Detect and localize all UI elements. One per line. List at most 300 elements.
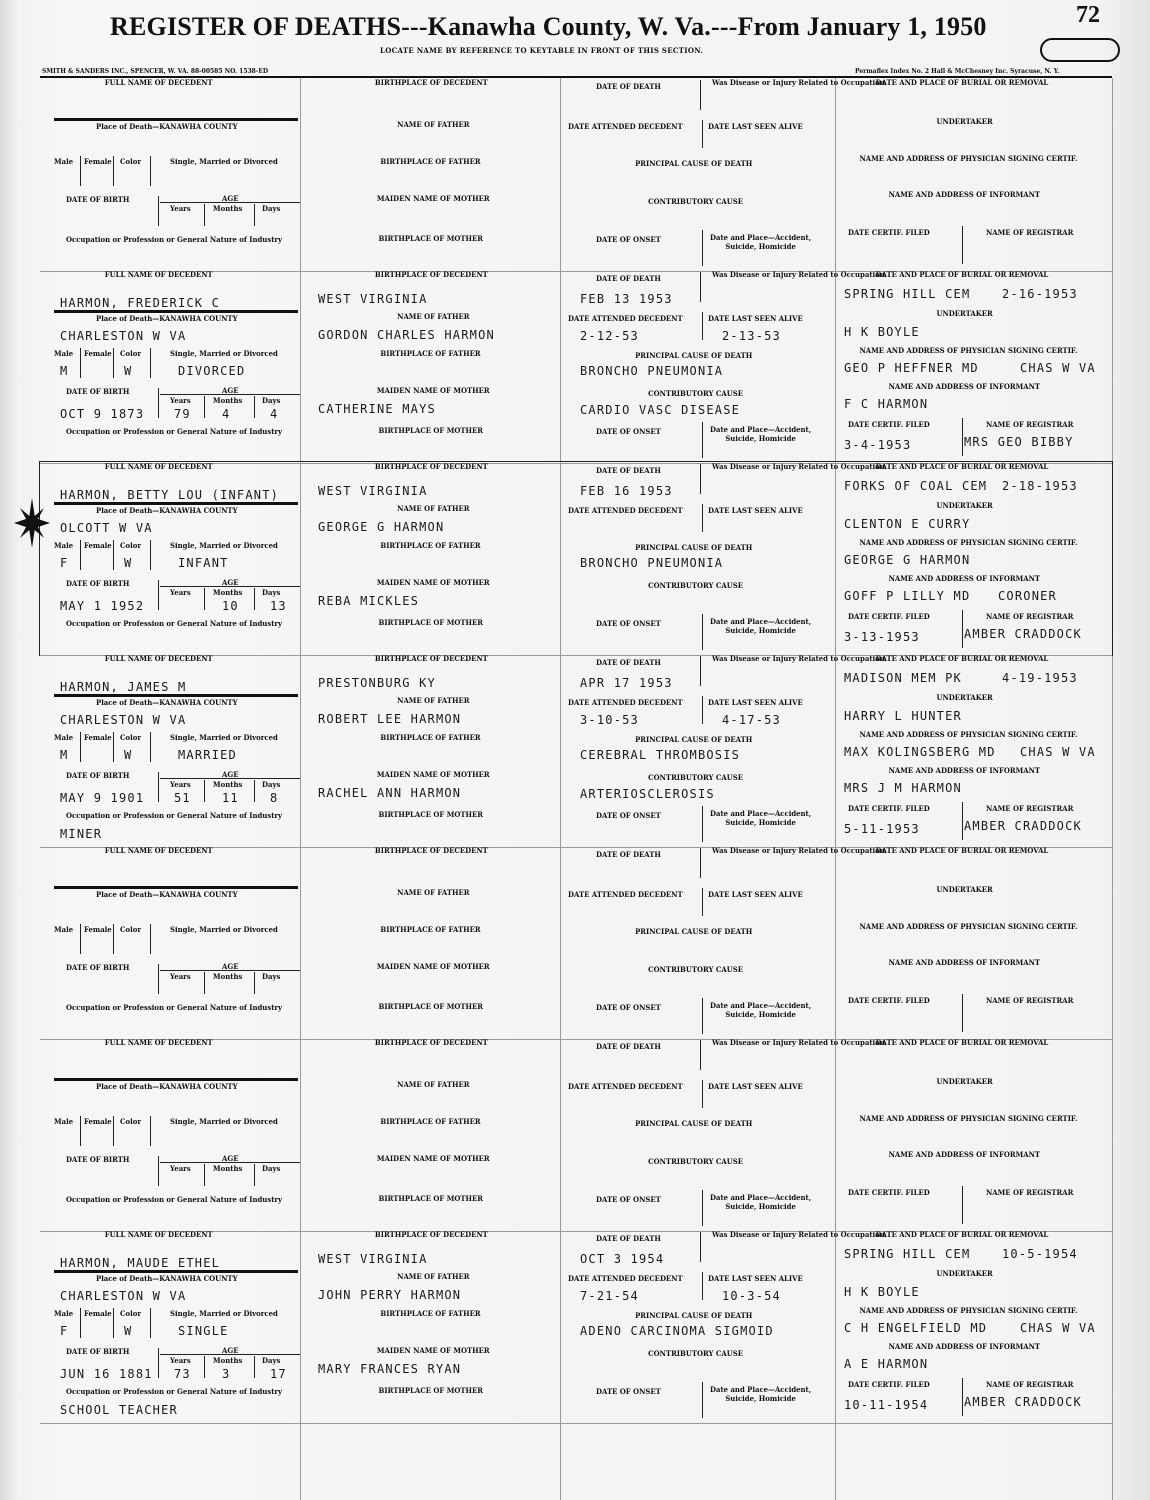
physician-label: NAME AND ADDRESS OF PHYSICIAN SIGNING CERTIF. [859,1114,1078,1123]
undertaker: H K BOYLE [844,325,920,339]
years-label: Years [170,588,191,597]
decedent-name: HARMON, BETTY LOU (INFANT) [60,488,280,502]
divider [962,1186,963,1224]
father-name: GORDON CHARLES HARMON [318,328,495,342]
principal-cause: BRONCHO PNEUMONIA [580,364,724,378]
informant-label: NAME AND ADDRESS OF INFORMANT [888,1150,1041,1159]
informant: GOFF P LILLY MD [844,589,971,603]
divider [150,540,151,570]
undertaker-label: UNDERTAKER [936,885,993,894]
days-label: Days [262,396,281,405]
date-attended-label: DATE ATTENDED DECEDENT [568,698,683,707]
date-attended-label: DATE ATTENDED DECEDENT [568,122,683,131]
date-last-seen: 2-13-53 [722,329,781,343]
divider [702,230,703,266]
accident-question-label: Date and Place—Accident, Suicide, Homicide [710,425,812,443]
registrar: AMBER CRADDOCK [964,819,1082,833]
mother-birthplace-label: BIRTHPLACE OF MOTHER [378,810,484,819]
age-rule [160,970,300,971]
divider [254,1164,255,1186]
burial-date: 2-16-1953 [1002,287,1078,301]
accident-question-label: Date and Place—Accident, Suicide, Homicide [710,617,812,635]
informant: MRS J M HARMON [844,781,962,795]
publisher-note: Permaflex Index No. 2 Hall & McChesney Inc. Syracuse, N. Y. [855,68,1060,75]
divider [204,588,205,610]
contributory-cause-label: CONTRIBUTORY CAUSE [648,1349,743,1358]
divider [113,924,114,954]
principal-cause-label: PRINCIPAL CAUSE OF DEATH [635,1311,753,1320]
name-underline [54,310,298,313]
page-number: 72 [1076,2,1100,28]
color: W [124,1324,133,1338]
years-label: Years [170,972,191,981]
years-label: Years [170,204,191,213]
certif-filed-label: DATE CERTIF. FILED [848,804,930,813]
divider [254,780,255,802]
father-name-label: NAME OF FATHER [397,504,470,513]
divider [80,924,81,954]
full-name-label: FULL NAME OF DECEDENT [104,846,213,855]
date-of-birth: MAY 9 1901 [60,791,145,805]
name-underline [54,502,298,505]
place-of-death: OLCOTT W VA [60,521,153,535]
divider [254,588,255,610]
certif-filed-label: DATE CERTIF. FILED [848,420,930,429]
undertaker-label: UNDERTAKER [936,309,993,318]
physician-label: NAME AND ADDRESS OF PHYSICIAN SIGNING CERTIF. [859,730,1078,739]
date-attended: 7-21-54 [580,1289,639,1303]
divider [702,1272,703,1300]
divider [702,312,703,340]
divider [702,888,703,916]
divider [113,1116,114,1146]
age-rule [160,202,300,203]
physician: GEO P HEFFNER MD [844,361,979,375]
age-label: AGE [222,1346,239,1355]
divider [204,1356,205,1378]
date-of-birth-label: DATE OF BIRTH [66,771,130,780]
divider [204,396,205,418]
father-name-label: NAME OF FATHER [397,696,470,705]
divider [150,156,151,186]
principal-cause-label: PRINCIPAL CAUSE OF DEATH [635,159,753,168]
color: W [124,748,133,762]
age-years: 79 [174,407,191,421]
divider [204,204,205,226]
divider [962,226,963,264]
burial-label: DATE AND PLACE OF BURIAL OR REMOVAL [875,846,1049,855]
color-label: Color [120,1309,141,1318]
informant-label: NAME AND ADDRESS OF INFORMANT [888,766,1041,775]
date-of-onset-label: DATE OF ONSET [596,619,661,628]
marital-label: Single, Married or Divorced [170,541,278,550]
father-name-label: NAME OF FATHER [397,120,470,129]
months-label: Months [213,1164,243,1173]
date-last-seen-label: DATE LAST SEEN ALIVE [708,314,803,323]
certif-filed-label: DATE CERTIF. FILED [848,1380,930,1389]
occupational-question-label: Was Disease or Injury Related to Occupation [712,846,885,855]
sex: M [60,364,69,378]
page-title: REGISTER OF DEATHS---Kanawha County, W. Va.---From January 1, 1950 [110,12,987,41]
undertaker-label: UNDERTAKER [936,501,993,510]
days-label: Days [262,1356,281,1365]
date-attended-label: DATE ATTENDED DECEDENT [568,1082,683,1091]
death-record [40,270,1112,463]
registrar-label: NAME OF REGISTRAR [986,1188,1074,1197]
mother-birthplace-label: BIRTHPLACE OF MOTHER [378,1386,484,1395]
age-months: 3 [222,1367,231,1381]
divider [113,1308,114,1338]
mother-birthplace-label: BIRTHPLACE OF MOTHER [378,426,484,435]
date-of-death-label: DATE OF DEATH [596,466,661,475]
place-of-death-label: Place of Death—KANAWHA COUNTY [96,506,238,515]
name-underline [54,1078,298,1081]
place-of-death: CHARLESTON W VA [60,329,187,343]
divider [158,388,159,418]
divider [702,806,703,842]
occupation-label: Occupation or Profession or General Nature of Industry [66,1195,283,1204]
informant: F C HARMON [844,397,929,411]
date-attended: 3-10-53 [580,713,639,727]
registrar-label: NAME OF REGISTRAR [986,804,1074,813]
date-last-seen-label: DATE LAST SEEN ALIVE [708,506,803,515]
contributory-cause-label: CONTRIBUTORY CAUSE [648,773,743,782]
divider [700,464,701,494]
date-attended-label: DATE ATTENDED DECEDENT [568,890,683,899]
divider [150,924,151,954]
registrar: AMBER CRADDOCK [964,1395,1082,1409]
mother-birthplace-label: BIRTHPLACE OF MOTHER [378,234,484,243]
divider [702,422,703,458]
mother-maiden-name: RACHEL ANN HARMON [318,786,462,800]
undertaker: CLENTON E CURRY [844,517,971,531]
occupational-question-label: Was Disease or Injury Related to Occupation [712,654,885,663]
age-months: 11 [222,791,239,805]
burial-place: SPRING HILL CEM [844,1247,971,1261]
informant-label: NAME AND ADDRESS OF INFORMANT [888,382,1041,391]
father-birthplace-label: BIRTHPLACE OF FATHER [380,157,481,166]
years-label: Years [170,1356,191,1365]
undertaker-label: UNDERTAKER [936,693,993,702]
place-of-death: CHARLESTON W VA [60,713,187,727]
registrar-label: NAME OF REGISTRAR [986,612,1074,621]
divider [254,396,255,418]
date-of-birth-label: DATE OF BIRTH [66,387,130,396]
physician-address: CHAS W VA [1020,745,1096,759]
certif-filed-label: DATE CERTIF. FILED [848,612,930,621]
place-of-death-label: Place of Death—KANAWHA COUNTY [96,1274,238,1283]
death-record [40,654,1112,847]
accident-question-label: Date and Place—Accident, Suicide, Homicide [710,1193,812,1211]
months-label: Months [213,396,243,405]
occupational-question-label: Was Disease or Injury Related to Occupation [712,78,885,87]
divider [702,1080,703,1108]
contributory-cause: CARDIO VASC DISEASE [580,403,741,417]
name-underline [54,886,298,889]
age-label: AGE [222,386,239,395]
age-months: 10 [222,599,239,613]
death-record [40,1038,1112,1231]
mother-maiden-name: REBA MICKLES [318,594,420,608]
female-label: Female [84,925,112,934]
birthplace-label: BIRTHPLACE OF DECEDENT [374,1230,488,1239]
divider [158,964,159,994]
birthplace: PRESTONBURG KY [318,676,436,690]
mother-maiden-label: MAIDEN NAME OF MOTHER [376,1346,490,1355]
informant-label: NAME AND ADDRESS OF INFORMANT [888,958,1041,967]
divider [204,780,205,802]
male-label: Male [54,157,74,166]
mother-birthplace-label: BIRTHPLACE OF MOTHER [378,618,484,627]
certif-filed-label: DATE CERTIF. FILED [848,1188,930,1197]
years-label: Years [170,1164,191,1173]
birthplace: WEST VIRGINIA [318,484,428,498]
date-last-seen-label: DATE LAST SEEN ALIVE [708,698,803,707]
male-label: Male [54,733,74,742]
full-name-label: FULL NAME OF DECEDENT [104,462,213,471]
date-of-death-label: DATE OF DEATH [596,1234,661,1243]
months-label: Months [213,204,243,213]
marital-status: INFANT [178,556,229,570]
male-label: Male [54,925,74,934]
certif-filed: 3-13-1953 [844,630,920,644]
decedent-name: HARMON, MAUDE ETHEL [60,1256,221,1270]
occupational-question-label: Was Disease or Injury Related to Occupation [712,270,885,279]
age-years: 51 [174,791,191,805]
father-name-label: NAME OF FATHER [397,888,470,897]
full-name-label: FULL NAME OF DECEDENT [104,78,213,87]
divider [158,1156,159,1186]
sex: M [60,748,69,762]
contributory-cause: ARTERIOSCLEROSIS [580,787,715,801]
date-of-birth-label: DATE OF BIRTH [66,579,130,588]
physician-label: NAME AND ADDRESS OF PHYSICIAN SIGNING CERTIF. [859,1306,1078,1315]
date-of-death-label: DATE OF DEATH [596,274,661,283]
age-rule [160,394,300,395]
birthplace: WEST VIRGINIA [318,1252,428,1266]
marital-label: Single, Married or Divorced [170,925,278,934]
color-label: Color [120,925,141,934]
contributory-cause-label: CONTRIBUTORY CAUSE [648,581,743,590]
divider [158,580,159,610]
full-name-label: FULL NAME OF DECEDENT [104,270,213,279]
physician: C H ENGELFIELD MD [844,1321,988,1335]
date-of-onset-label: DATE OF ONSET [596,1003,661,1012]
birthplace-label: BIRTHPLACE OF DECEDENT [374,846,488,855]
accident-question-label: Date and Place—Accident, Suicide, Homicide [710,809,812,827]
name-underline [54,694,298,697]
physician-label: NAME AND ADDRESS OF PHYSICIAN SIGNING CERTIF. [859,922,1078,931]
months-label: Months [213,780,243,789]
registrar: MRS GEO BIBBY [964,435,1074,449]
physician-label: NAME AND ADDRESS OF PHYSICIAN SIGNING CERTIF. [859,346,1078,355]
divider [158,196,159,226]
divider [700,80,701,110]
male-label: Male [54,349,74,358]
divider [700,848,701,878]
date-of-onset-label: DATE OF ONSET [596,427,661,436]
divider [254,204,255,226]
physician-address: CHAS W VA [1020,361,1096,375]
physician-address: CHAS W VA [1020,1321,1096,1335]
burial-label: DATE AND PLACE OF BURIAL OR REMOVAL [875,1230,1049,1239]
registrar-label: NAME OF REGISTRAR [986,1380,1074,1389]
burial-label: DATE AND PLACE OF BURIAL OR REMOVAL [875,1038,1049,1047]
date-last-seen-label: DATE LAST SEEN ALIVE [708,1274,803,1283]
divider [702,120,703,148]
father-birthplace-label: BIRTHPLACE OF FATHER [380,1309,481,1318]
father-birthplace-label: BIRTHPLACE OF FATHER [380,541,481,550]
date-of-onset-label: DATE OF ONSET [596,811,661,820]
birthplace-label: BIRTHPLACE OF DECEDENT [374,78,488,87]
father-name: ROBERT LEE HARMON [318,712,462,726]
accident-question-label: Date and Place—Accident, Suicide, Homicide [710,1385,812,1403]
date-attended-label: DATE ATTENDED DECEDENT [568,314,683,323]
divider [158,1348,159,1378]
divider [150,1308,151,1338]
certif-filed-label: DATE CERTIF. FILED [848,228,930,237]
father-name: GEORGE G HARMON [318,520,445,534]
page-subtitle: LOCATE NAME BY REFERENCE TO KEYTABLE IN FRONT OF THIS SECTION. [380,46,704,55]
age-rule [160,1162,300,1163]
death-record [40,1230,1112,1423]
age-label: AGE [222,1154,239,1163]
marital-label: Single, Married or Divorced [170,157,278,166]
mother-birthplace-label: BIRTHPLACE OF MOTHER [378,1002,484,1011]
months-label: Months [213,588,243,597]
mother-maiden-name: MARY FRANCES RYAN [318,1362,462,1376]
star-marker-icon [14,498,50,548]
female-label: Female [84,733,112,742]
age-days: 4 [270,407,279,421]
male-label: Male [54,541,74,550]
principal-cause-label: PRINCIPAL CAUSE OF DEATH [635,1119,753,1128]
months-label: Months [213,1356,243,1365]
certif-filed: 5-11-1953 [844,822,920,836]
age-rule [160,778,300,779]
years-label: Years [170,396,191,405]
divider [204,972,205,994]
physician-label: NAME AND ADDRESS OF PHYSICIAN SIGNING CERTIF. [859,538,1078,547]
female-label: Female [84,1309,112,1318]
date-last-seen-label: DATE LAST SEEN ALIVE [708,890,803,899]
sex: F [60,1324,69,1338]
days-label: Days [262,972,281,981]
mother-maiden-label: MAIDEN NAME OF MOTHER [376,194,490,203]
date-attended-label: DATE ATTENDED DECEDENT [568,1274,683,1283]
principal-cause: BRONCHO PNEUMONIA [580,556,724,570]
marital-label: Single, Married or Divorced [170,1309,278,1318]
burial-place: SPRING HILL CEM [844,287,971,301]
father-name-label: NAME OF FATHER [397,1080,470,1089]
color-label: Color [120,157,141,166]
female-label: Female [84,541,112,550]
days-label: Days [262,588,281,597]
death-record [40,846,1112,1039]
divider [113,540,114,570]
divider [962,802,963,840]
age-label: AGE [222,962,239,971]
full-name-label: FULL NAME OF DECEDENT [104,1230,213,1239]
certif-filed: 10-11-1954 [844,1398,929,1412]
certif-filed-label: DATE CERTIF. FILED [848,996,930,1005]
female-label: Female [84,157,112,166]
date-of-birth: JUN 16 1881 [60,1367,153,1381]
occupation-label: Occupation or Profession or General Nature of Industry [66,1003,283,1012]
printer-note: SMITH & SANDERS INC., SPENCER, W. VA. 88-00585 NO. 1538-ED [42,68,269,75]
father-name-label: NAME OF FATHER [397,312,470,321]
divider [702,1382,703,1418]
marital-status: DIVORCED [178,364,246,378]
date-last-seen-label: DATE LAST SEEN ALIVE [708,122,803,131]
divider [80,732,81,762]
undertaker-label: UNDERTAKER [936,1269,993,1278]
informant-label: NAME AND ADDRESS OF INFORMANT [888,190,1041,199]
date-of-death: FEB 16 1953 [580,484,673,498]
months-label: Months [213,972,243,981]
contributory-cause-label: CONTRIBUTORY CAUSE [648,965,743,974]
place-of-death-label: Place of Death—KANAWHA COUNTY [96,314,238,323]
marital-status: SINGLE [178,1324,229,1338]
father-birthplace-label: BIRTHPLACE OF FATHER [380,349,481,358]
female-label: Female [84,349,112,358]
color-label: Color [120,733,141,742]
occupation-label: Occupation or Profession or General Nature of Industry [66,235,283,244]
marital-label: Single, Married or Divorced [170,349,278,358]
date-of-birth-label: DATE OF BIRTH [66,1155,130,1164]
occupation-label: Occupation or Profession or General Nature of Industry [66,1387,283,1396]
informant: A E HARMON [844,1357,929,1371]
days-label: Days [262,1164,281,1173]
date-last-seen: 4-17-53 [722,713,781,727]
father-birthplace-label: BIRTHPLACE OF FATHER [380,925,481,934]
divider [702,998,703,1034]
registrar-label: NAME OF REGISTRAR [986,996,1074,1005]
color: W [124,556,133,570]
divider [80,540,81,570]
divider [700,656,701,686]
record-separator [40,1423,1112,1424]
divider [254,1356,255,1378]
divider [962,994,963,1032]
divider [113,156,114,186]
age-days: 17 [270,1367,287,1381]
date-of-birth: MAY 1 1952 [60,599,145,613]
occupational-question-label: Was Disease or Injury Related to Occupation [712,1230,885,1239]
birthplace-label: BIRTHPLACE OF DECEDENT [374,654,488,663]
divider [962,418,963,456]
principal-cause-label: PRINCIPAL CAUSE OF DEATH [635,351,753,360]
mother-maiden-label: MAIDEN NAME OF MOTHER [376,1154,490,1163]
age-label: AGE [222,194,239,203]
date-of-birth-label: DATE OF BIRTH [66,195,130,204]
mother-maiden-label: MAIDEN NAME OF MOTHER [376,962,490,971]
death-record [40,78,1112,271]
accident-question-label: Date and Place—Accident, Suicide, Homicide [710,233,812,251]
occupational-question-label: Was Disease or Injury Related to Occupation [712,462,885,471]
decedent-name: HARMON, FREDERICK C [60,296,221,310]
certif-filed: 3-4-1953 [844,438,912,452]
mother-birthplace-label: BIRTHPLACE OF MOTHER [378,1194,484,1203]
age-label: AGE [222,770,239,779]
contributory-cause-label: CONTRIBUTORY CAUSE [648,389,743,398]
birthplace-label: BIRTHPLACE OF DECEDENT [374,270,488,279]
principal-cause: CEREBRAL THROMBOSIS [580,748,741,762]
burial-label: DATE AND PLACE OF BURIAL OR REMOVAL [875,78,1049,87]
color-label: Color [120,1117,141,1126]
name-underline [54,118,298,121]
divider [254,972,255,994]
